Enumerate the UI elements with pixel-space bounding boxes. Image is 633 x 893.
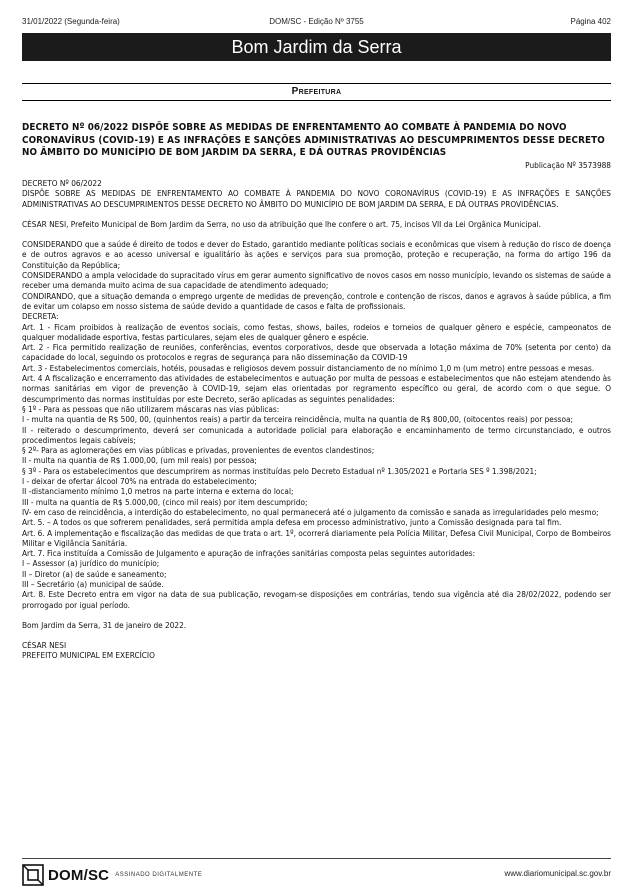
logo-text: DOM/SC [48, 866, 110, 884]
decree-paragraph: III - multa na quantia de R$ 5.000,00, (cinco mil reais) por item descumprido; [22, 496, 308, 507]
signer-role: PREFEITO MUNICIPAL EM EXERCÍCIO [22, 650, 155, 661]
decree-paragraph: I – Assessor (a) jurídico do município; [22, 558, 160, 569]
issue-date: 31/01/2022 (Segunda-feira) [22, 17, 120, 26]
publication-number: Publicação Nº 3573988 [525, 160, 611, 170]
decree-articles [22, 239, 611, 610]
decree-paragraph: CONDIRANDO, que a situação demanda o emprego urgente de medidas de prevenção, controle e contenção de riscos, danos e agravos à saúde pública, a fim de evitar um colapso em nosso sistema de saúde devido a quantidade de casos e falta de profissionais. [22, 290, 611, 311]
dom-sc-logo [22, 864, 202, 886]
place-date: Bom Jardim da Serra, 31 de janeiro de 2022. [22, 619, 187, 630]
decree-paragraph: III – Secretário (a) municipal de saúde. [22, 578, 164, 589]
logo-mark-icon [22, 864, 44, 886]
divider [22, 100, 611, 101]
site-url-link[interactable]: www.diariomunicipal.sc.gov.br [504, 869, 611, 878]
decree-paragraph: Art. 5. – A todos os que sofrerem penalidades, será permitida ampla defesa em processo administrativo, junto a Comissão designada para tal fim. [22, 517, 562, 528]
decree-paragraph: II - reiterado o descumprimento, deverá ser comunicada a autoridade policial para elaboração e encaminhamento de termo circunstanciado, e outros procedimentos legais cabíveis; [22, 424, 611, 445]
decree-paragraph: II -distanciamento mínimo 1,0 metros na parte interna e externa do local; [22, 486, 294, 497]
decree-preamble: CÉSAR NESI, Prefeito Municipal de Bom Jardim da Serra, no uso da atribuição que lhe confere o art. 75, incisos VII da Lei Orgânica Municipal. [22, 218, 541, 229]
decree-number: DECRETO Nº 06/2022 [22, 178, 102, 188]
edition-number: DOM/SC - Edição Nº 3755 [269, 17, 364, 26]
decree-headline: DECRETO Nº 06/2022 DISPÕE SOBRE AS MEDIDAS DE ENFRENTAMENTO AO COMBATE À PANDEMIA DO NOVO CORONAVÍRUS (COVID-19) E AS INFRAÇÕES E SANÇÕES ADMINISTRATIVAS AO DESCUMPRIMENTOS DESSE DECRETO NO ÂMBITO DO MUNICÍPIO DE BOM JARDIM DA SERRA, E DÁ OUTRAS PROVIDÊNCIAS [22, 122, 605, 158]
decree-paragraph: CONSIDERANDO que a saúde é direito de todos e dever do Estado, garantido mediante políticas sociais e econômicas que visem à redução do risco de doença e de outros agravos e ao acesso universal e igualitário às ações e serviços para sua promoção, proteção e recuperação, na forma do artigo 196 da Constituição da República; [22, 239, 611, 270]
decree-paragraph: Art. 4 A fiscalização e encerramento das atividades de estabelecimentos e autuação por multa de pessoas e estabelecimentos que não estejam atendendo às normas sanitárias em vigor de prevenção à COVID-19, sejam elas orientadas por regramento específico ou geral, de acordo com o que segue. O descumprimento das normas instituídas por este Decreto, serão aplicadas as seguintes penalidades: [22, 373, 611, 404]
decree-paragraph: Art. 7. Fica instituída a Comissão de Julgamento e apuração de infrações sanitárias composta pelas seguintes autoridades: [22, 548, 476, 559]
section-label: Prefeitura [291, 86, 342, 97]
divider [22, 83, 611, 84]
decree-paragraph: § 2º- Para as aglomerações em vias públicas e privadas, provenientes de eventos clandestinos; [22, 445, 375, 456]
decree-paragraph: § 3º - Para os estabelecimentos que descumprirem as normas instituídas pelo Decreto Estadual nº 1.305/2021 e Portaria SES º 1.398/2021; [22, 465, 537, 476]
decree-paragraph: I - deixar de ofertar álcool 70% na entrada do estabelecimento; [22, 476, 257, 487]
decree-paragraph: DECRETA: [22, 311, 59, 322]
decree-paragraph: Art. 3 - Estabelecimentos comerciais, hotéis, pousadas e religiosos devem possuir distanciamento de no mínimo 1,0 m (um metro) entre pessoas e mesas. [22, 362, 595, 373]
page-header [22, 16, 611, 28]
decree-paragraph: Art. 8. Este Decreto entra em vigor na data de sua publicação, revogam-se disposições em contrárias, tendo sua vigência até dia 28/02/2022, podendo ser prorrogado por igual período. [22, 589, 611, 610]
signer-name: CÉSAR NESI [22, 640, 67, 651]
decree-paragraph: Art. 1 - Ficam proibidos à realização de eventos sociais, como festas, shows, bailes, rodeios e torneios de qualquer gênero e espécie, campeonatos de qualquer modalidade esportiva, festas particulares, sejam eles de qualquer gênero e espécie. [22, 321, 611, 342]
page-number: Página 402 [570, 17, 611, 26]
decree-paragraph: CONSIDERANDO a ampla velocidade do supracitado vírus em gerar aumento significativo de novos casos em nosso município, levando os sistemas de saúde a receber uma demanda muito acima de sua capacidade de atendimento adequado; [22, 270, 611, 291]
decree-paragraph: § 1º - Para as pessoas que não utilizarem máscaras nas vias públicas: [22, 403, 280, 414]
decree-body [22, 178, 611, 661]
decree-paragraph: IV- em caso de reincidência, a interdição do estabelecimento, no qual permanecerá até o julgamento da comissão e sanada as irregularidades pelo mesmo; [22, 506, 599, 517]
decree-paragraph: Art. 2 - Fica permitido realização de reuniões, conferências, eventos corporativos, desde que observada a lotação máxima de 70% (setenta por cento) da capacidade do local, seguindo os protocolos e regras de segurança para não disseminação da COVID-19 [22, 342, 611, 363]
decree-paragraph: II - multa na quantia de R$ 1.000,00, (um mil reais) por pessoa; [22, 455, 257, 466]
decree-paragraph: Art. 6. A implementação e fiscalização das medidas de que trata o art. 1º, ocorrerá diariamente pela Polícia Militar, Defesa Civil Municipal, Corpo de Bombeiros Militar e Vigilância Sanitária. [22, 527, 611, 548]
logo-subtitle: ASSINADO DIGITALMENTE [115, 872, 203, 878]
masthead-title: Bom Jardim da Serra [22, 33, 611, 61]
decree-paragraph: I - multa na quantia de R$ 500, 00, (quinhentos reais) a partir da terceira reincidência, multa na quantia de R$ 800,00, (oitocentos reais) por pessoa; [22, 414, 574, 425]
decree-summary: DISPÕE SOBRE AS MEDIDAS DE ENFRENTAMENTO AO COMBATE À PANDEMIA DO NOVO CORONAVÍRUS (COVID-19) E AS INFRAÇÕES E SANÇÕES ADMINISTRATIVAS AO DESCUMPRIMENTOS DESSE DECRETO NO ÂMBITO DO MUNICÍPIO DE BOM JARDIM DA SERRA, E DÁ OUTRAS PROVIDÊNCIAS. [22, 188, 611, 209]
decree-paragraph: II – Diretor (a) de saúde e saneamento; [22, 568, 167, 579]
divider [22, 858, 611, 859]
